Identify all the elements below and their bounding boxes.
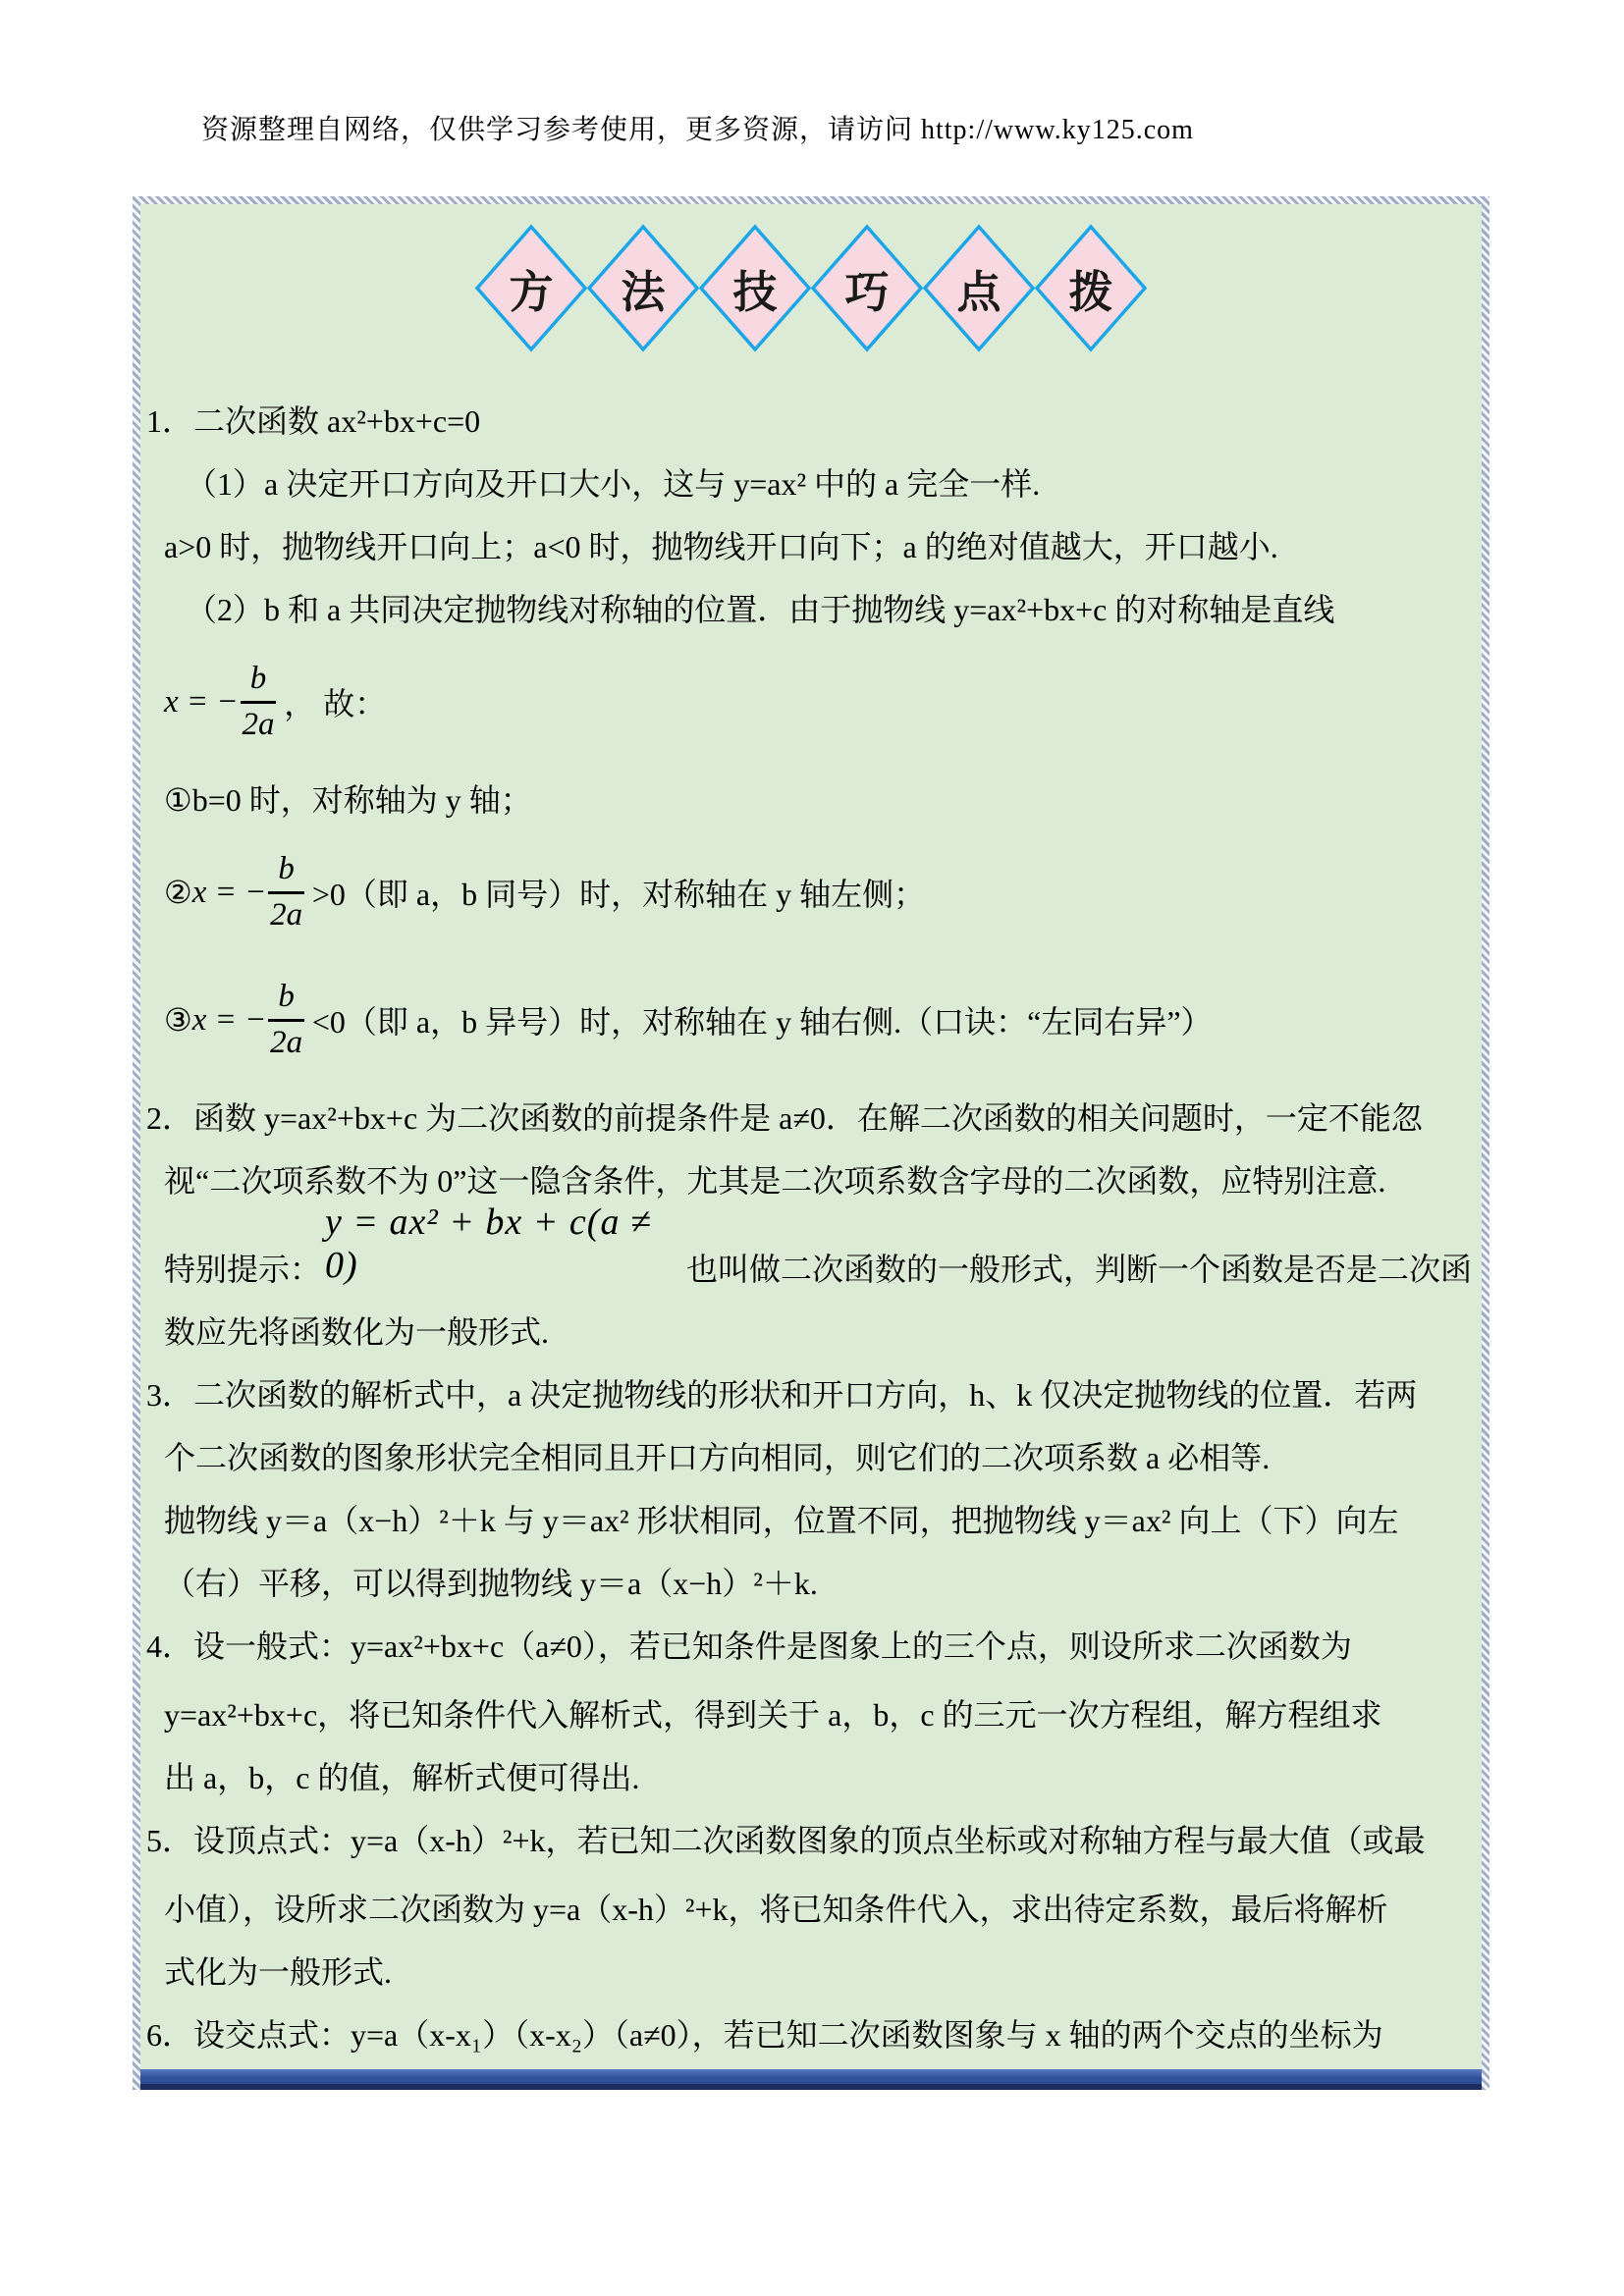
item5-line3: 式化为一般形式. — [164, 1954, 393, 1990]
fraction-suffix: ， 故： — [284, 686, 387, 721]
circled-number: ③ — [164, 1002, 192, 1038]
title-diamond-4 — [810, 224, 924, 352]
item2-line4: 数应先将函数化为一般形式. — [164, 1314, 550, 1350]
item3-line2: 个二次函数的图象形状完全相同且开口方向相同，则它们的二次项系数 a 必相等. — [164, 1440, 1271, 1475]
fraction-lead: x = − — [164, 683, 239, 720]
content-panel-border — [133, 196, 1489, 2090]
item1-line2: （1）a 决定开口方向及开口大小，这与 y=ax² 中的 a 完全一样. — [186, 466, 1041, 502]
item6-line1: 6．设交点式：y=a（x-x₁）（x-x₂）（a≠0），若已知二次函数图象与 x 轴的两个交点的坐标为 — [146, 2017, 1383, 2053]
item4-line2: y=ax²+bx+c，将已知条件代入解析式，得到关于 a，b，c 的三元一次方程组，解方程组求 — [164, 1697, 1382, 1733]
item2-formula-line — [146, 1201, 1472, 1301]
section-title-banner — [140, 224, 1482, 352]
fraction — [241, 661, 277, 744]
fraction-numerator: b — [268, 851, 304, 894]
fraction-lead: x = − — [191, 874, 267, 910]
content-panel — [140, 204, 1482, 2069]
fraction — [268, 851, 304, 934]
title-char: 点 — [956, 267, 1001, 317]
notes-body — [140, 390, 1482, 2066]
general-form-formula: y = ax² + bx + c(a ≠ 0) — [325, 1201, 652, 1286]
fraction-denominator: 2a — [242, 706, 275, 742]
item1-fraction-line-a — [146, 641, 1472, 763]
fraction-lead: x = − — [191, 1001, 267, 1038]
item2-line2: 视“二次项系数不为 0”这一隐含条件，尤其是二次项系数含字母的二次函数，应特别注意. — [164, 1163, 1386, 1199]
fraction-numerator: b — [268, 979, 304, 1022]
title-char: 技 — [732, 267, 778, 317]
item1-fraction-line-b — [146, 831, 1472, 953]
circled-number: ② — [164, 875, 192, 910]
fraction — [268, 979, 304, 1062]
item5-line1: 5．设顶点式：y=a（x-h）²+k，若已知二次函数图象的顶点坐标或对称轴方程与最大值（或最 — [146, 1823, 1426, 1858]
title-diamond-5 — [922, 224, 1036, 352]
item1-line3: a>0 时，抛物线开口向上；a<0 时，抛物线开口向下；a 的绝对值越大，开口越小. — [164, 529, 1278, 564]
formula-rest: 也叫做二次函数的一般形式，判断一个函数是否是二次函 — [685, 1252, 1472, 1287]
item3-line3: 抛物线 y＝a（x−h）²＋k 与 y＝ax² 形状相同，位置不同，把抛物线 y＝ax² 向上（下）向左 — [164, 1503, 1399, 1538]
title-diamond-1 — [474, 224, 588, 352]
item4-line3: 出 a，b，c 的值，解析式便可得出. — [164, 1760, 640, 1795]
title-diamond-3 — [698, 224, 812, 352]
title-char: 方 — [509, 267, 554, 317]
title-char: 巧 — [844, 267, 890, 317]
title-char: 法 — [621, 267, 666, 317]
fraction-numerator: b — [241, 661, 277, 704]
bottom-bar — [140, 2069, 1482, 2090]
item1-fraction-line-c — [146, 959, 1472, 1081]
formula-label: 特别提示： — [164, 1252, 322, 1287]
item3-line4: （右）平移，可以得到抛物线 y＝a（x−h）²＋k. — [164, 1566, 818, 1601]
fraction-suffix: <0（即 a，b 异号）时，对称轴在 y 轴右侧.（口诀：“左同右异”） — [311, 1004, 1213, 1040]
item3-line1: 3．二次函数的解析式中，a 决定抛物线的形状和开口方向，h、k 仅决定抛物线的位置．若两 — [146, 1377, 1418, 1413]
item4-line1: 4．设一般式：y=ax²+bx+c（a≠0），若已知条件是图象上的三个点，则设所求二次函数为 — [146, 1629, 1352, 1664]
item5-line2: 小值），设所求二次函数为 y=a（x-h）²+k，将已知条件代入，求出待定系数，最后将解析 — [164, 1892, 1388, 1927]
item1-line4: （2）b 和 a 共同决定抛物线对称轴的位置．由于抛物线 y=ax²+bx+c 的对称轴是直线 — [186, 592, 1335, 627]
item2-line1: 2．函数 y=ax²+bx+c 为二次函数的前提条件是 a≠0．在解二次函数的相关问题时，一定不能忽 — [146, 1100, 1423, 1136]
title-diamond-2 — [586, 224, 700, 352]
page-header-note: 资源整理自网络，仅供学习参考使用，更多资源，请访问 http://www.ky125.com — [201, 115, 1194, 145]
item1-line1: 1．二次函数 ax²+bx+c=0 — [146, 403, 481, 439]
title-char: 拨 — [1068, 267, 1113, 317]
fraction-denominator: 2a — [270, 1024, 303, 1060]
fraction-suffix: >0（即 a，b 同号）时，对称轴在 y 轴左侧； — [311, 877, 926, 912]
item1-line5: ①b=0 时，对称轴为 y 轴； — [164, 782, 532, 818]
title-diamond-6 — [1034, 224, 1148, 352]
fraction-denominator: 2a — [270, 896, 303, 933]
